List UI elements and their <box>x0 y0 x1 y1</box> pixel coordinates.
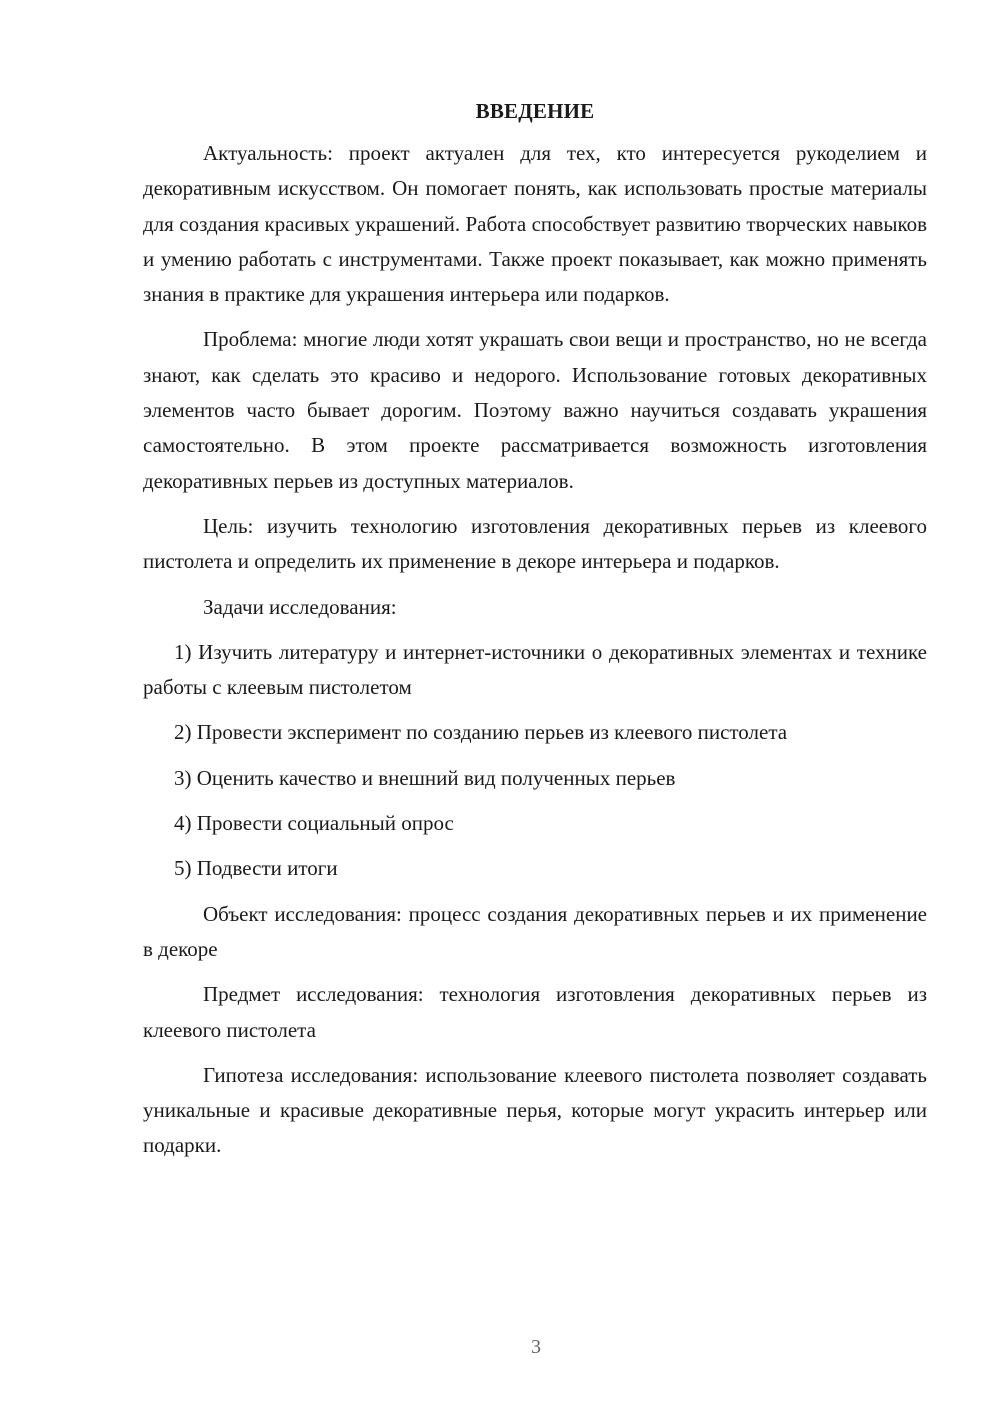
paragraph-object: Объект исследования: процесс создания декоративных перьев и их применение в декоре <box>143 901 927 961</box>
list-item: 2) Провести эксперимент по созданию перьев из клеевого пистолета <box>174 720 788 745</box>
paragraph-subject: Предмет исследования: технология изготовления декоративных перьев из клеевого пистолета <box>143 982 927 1042</box>
section-heading: ВВЕДЕНИЕ <box>475 99 595 123</box>
list-item: 3) Оценить качество и внешний вид полученных перьев <box>174 765 676 790</box>
task-list <box>143 635 927 887</box>
tasks-title: Задачи исследования: <box>203 594 397 619</box>
page-number: 3 <box>531 1336 541 1358</box>
list-item: 1) Изучить литературу и интернет-источники о декоративных элементах и технике работы с клеевым пистолетом <box>143 639 927 700</box>
list-item: 4) Провести социальный опрос <box>174 811 454 836</box>
list-item: 5) Подвести итоги <box>174 856 338 881</box>
paragraph-problem: Проблема: многие люди хотят украшать свои вещи и пространство, но не всегда знают, как сделать это красиво и недорого. Использование готовых декоративных элементов часто бывает дорогим. Поэтому важно научиться создавать украшения самостоятельно. В этом проекте рассматривается возможность изготовления декоративных перьев из доступных материалов. <box>143 327 927 493</box>
paragraph-goal: Цель: изучить технологию изготовления декоративных перьев из клеевого пистолета и определить их применение в декоре интерьера и подарков. <box>143 513 927 574</box>
paragraph-hypothesis: Гипотеза исследования: использование клеевого пистолета позволяет создавать уникальные и красивые декоративные перья, которые могут украсить интерьер или подарки. <box>143 1062 927 1158</box>
paragraph-relevance: Актуальность: проект актуален для тех, кто интересуется рукоделием и декоративным искусством. Он помогает понять, как использовать простые материалы для создания красивых украшений. Работа способствует развитию творческих навыков и умению работать с инструментами. Также проект показывает, как можно применять знания в практике для украшения интерьера или подарков. <box>143 141 927 307</box>
document-body <box>143 96 927 1174</box>
